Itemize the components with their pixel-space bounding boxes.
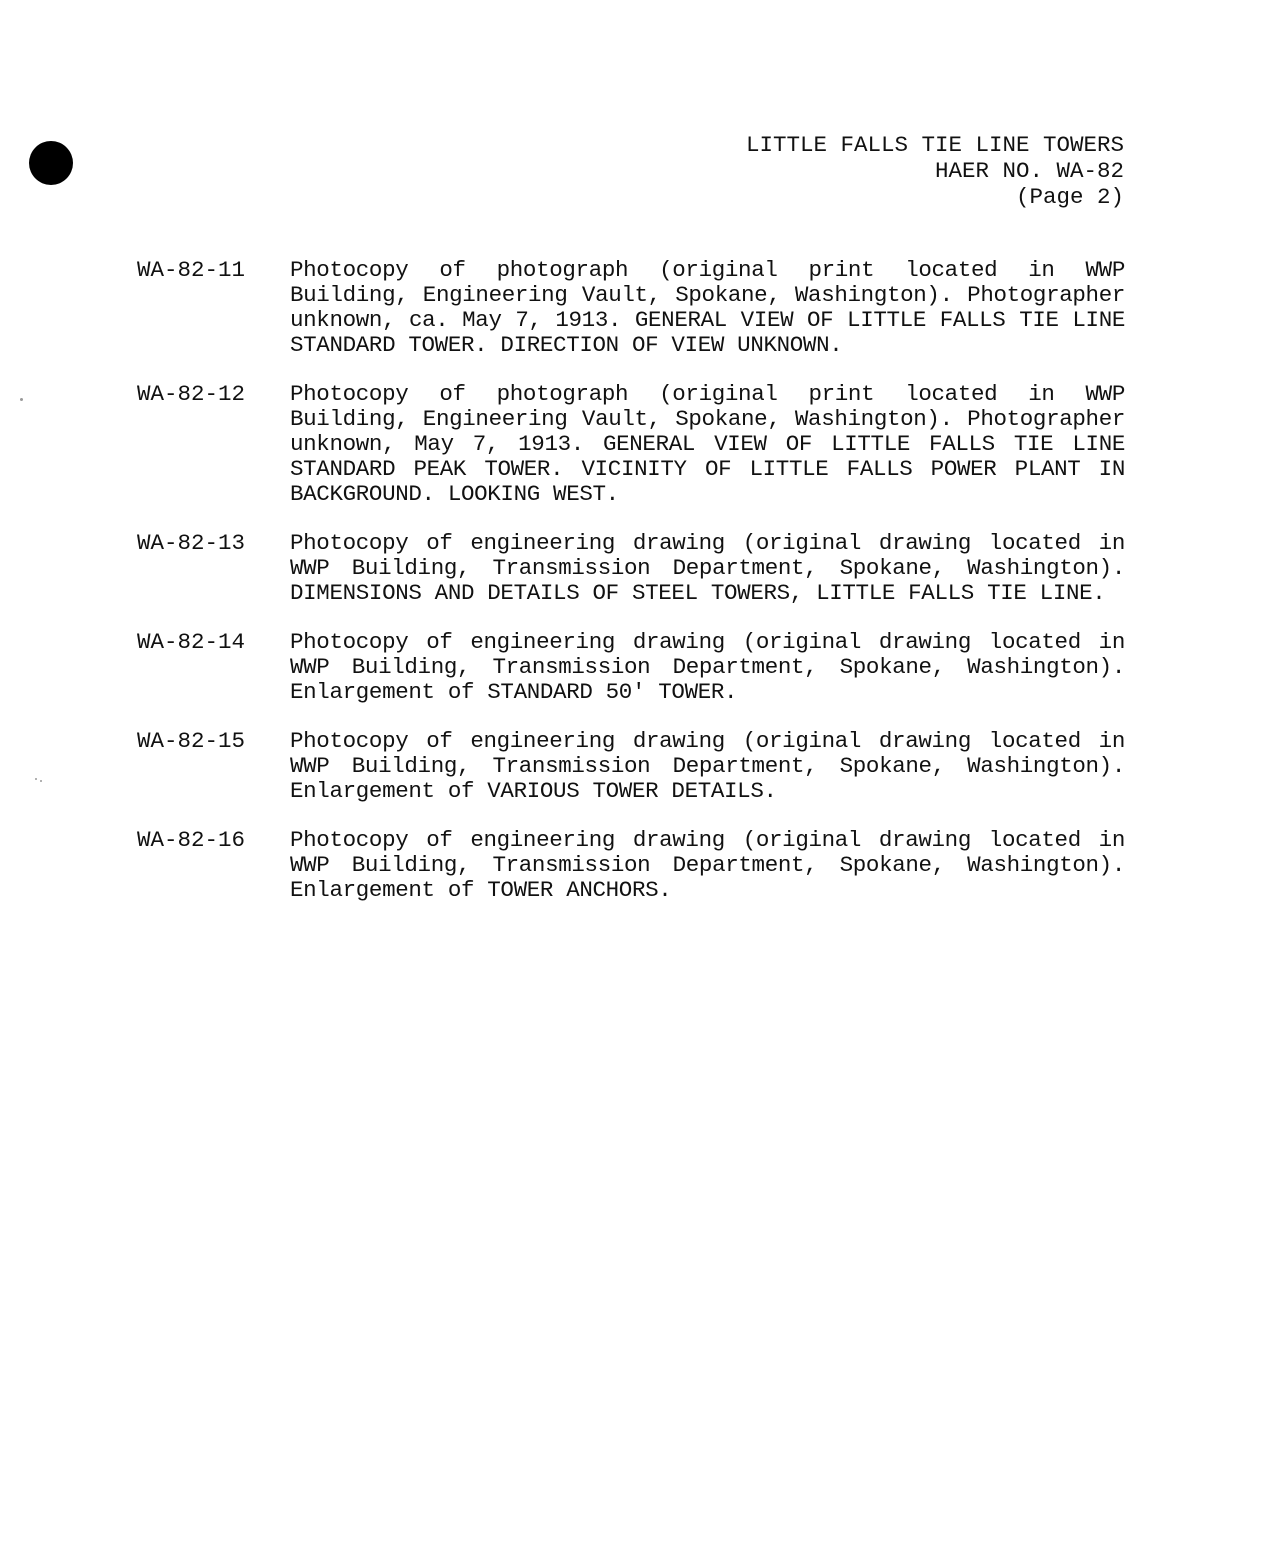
entry-id: WA-82-11	[137, 257, 246, 283]
scan-speck	[20, 398, 23, 401]
punch-hole-mark	[29, 141, 73, 185]
entry-id: WA-82-15	[137, 728, 246, 754]
header-haer-number: HAER NO. WA-82	[934, 158, 1124, 184]
index-entry	[137, 382, 1125, 507]
entry-id: WA-82-16	[137, 827, 246, 853]
index-entry	[137, 729, 1125, 804]
index-entry	[137, 630, 1125, 705]
entry-caption: Photocopy of engineering drawing (original drawing located in WWP Building, Transmission Department, Spokane, Washington). DIMENSIONS AND DETAILS OF STEEL TOWERS, LITTLE FALLS TIE LINE.	[290, 530, 1125, 606]
header-title: LITTLE FALLS TIE LINE TOWERS	[745, 132, 1124, 158]
entry-caption: Photocopy of engineering drawing (original drawing located in WWP Building, Transmission Department, Spokane, Washington). Enlargement of STANDARD 50' TOWER.	[290, 629, 1125, 705]
entry-caption: Photocopy of photograph (original print located in WWP Building, Engineering Vault, Spokane, Washington). Photographer unknown, ca. May 7, 1913. GENERAL VIEW OF LITTLE FALLS TIE LINE STANDARD TOWER. DIRECTION OF VIEW UNKNOWN.	[290, 257, 1125, 358]
scan-speck	[35, 778, 37, 780]
index-entry	[137, 258, 1125, 358]
index-entry	[137, 531, 1125, 606]
entry-id: WA-82-14	[137, 629, 246, 655]
entry-caption: Photocopy of engineering drawing (original drawing located in WWP Building, Transmission Department, Spokane, Washington). Enlargement of TOWER ANCHORS.	[290, 827, 1125, 903]
index-entry	[137, 828, 1125, 903]
header-page-number: (Page 2)	[1015, 184, 1124, 210]
entry-id: WA-82-13	[137, 530, 246, 556]
entry-id: WA-82-12	[137, 381, 246, 407]
document-header	[746, 132, 1124, 210]
entry-caption: Photocopy of engineering drawing (original drawing located in WWP Building, Transmission Department, Spokane, Washington). Enlargement of VARIOUS TOWER DETAILS.	[290, 728, 1125, 804]
photo-index-list	[137, 258, 1125, 927]
entry-caption: Photocopy of photograph (original print located in WWP Building, Engineering Vault, Spokane, Washington). Photographer unknown, May 7, 1913. GENERAL VIEW OF LITTLE FALLS TIE LINE STANDARD PEAK TOWER. VICINITY OF LITTLE FALLS POWER PLANT IN BACKGROUND. LOOKING WEST.	[290, 381, 1125, 507]
scan-speck	[40, 780, 42, 782]
